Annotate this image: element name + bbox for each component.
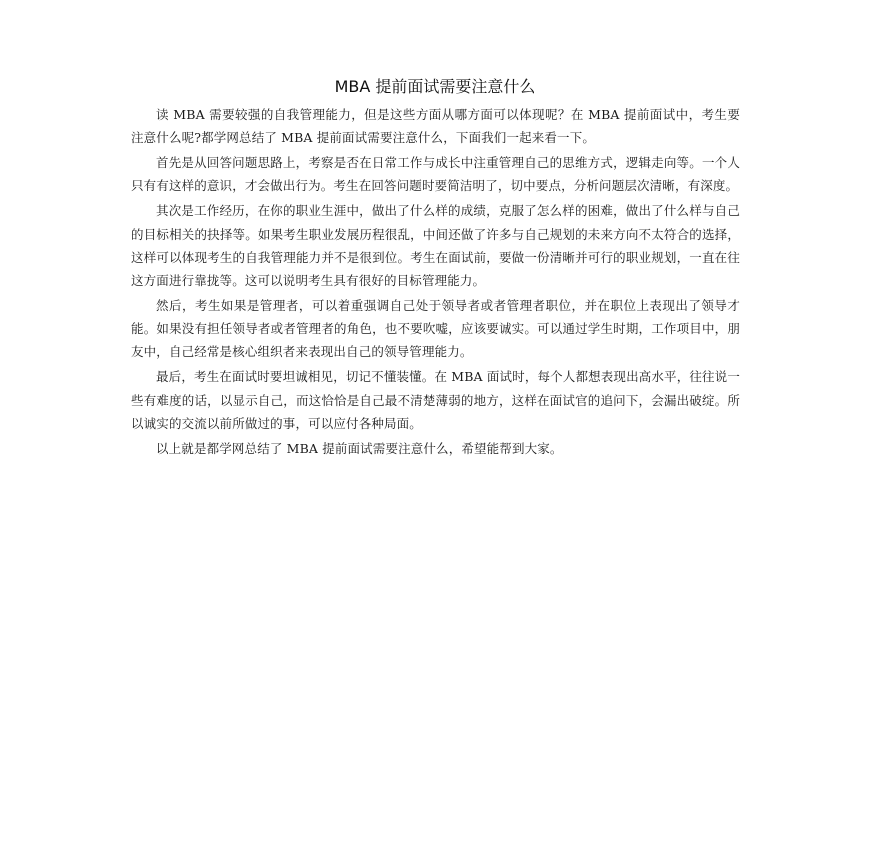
paragraph-intro: 读 MBA 需要较强的自我管理能力，但是这些方面从哪方面可以体现呢？在 MBA 提前面试中，考生要注意什么呢?都学网总结了 MBA 提前面试需要注意什么，下面我们一起来看一下。 — [131, 107, 740, 146]
paragraph-conclusion: 以上就是都学网总结了 MBA 提前面试需要注意什么，希望能帮到大家。 — [156, 440, 563, 456]
document-body — [131, 103, 740, 462]
document-title: MBA 提前面试需要注意什么 — [334, 77, 536, 96]
paragraph-work-experience: 其次是工作经历，在你的职业生涯中，做出了什么样的成绩，克服了怎么样的困难，做出了什么样与自己的目标相关的抉择等。如果考生职业发展历程很乱，中间还做了许多与自己规划的未来方向不太符合的选择，这样可以体现考生的自我管理能力并不是很到位。考生在面试前，要做一份清晰并可行的职业规划，一直在往这方面进行靠拢等。这可以说明考生具有很好的目标管理能力。 — [131, 203, 740, 289]
paragraph-honesty: 最后，考生在面试时要坦诚相见，切记不懂装懂。在 MBA 面试时，每个人都想表现出高水平，往往说一些有难度的话，以显示自己，而这恰恰是自己最不清楚薄弱的地方，这样在面试官的追问下，会漏出破绽。所以诚实的交流以前所做过的事，可以应付各种局面。 — [131, 369, 740, 431]
paragraph-leadership: 然后，考生如果是管理者，可以着重强调自己处于领导者或者管理者职位，并在职位上表现出了领导才能。如果没有担任领导者或者管理者的角色，也不要吹嘘，应该要诚实。可以通过学生时期，工作项目中，朋友中，自己经常是核心组织者来表现出自己的领导管理能力。 — [131, 298, 740, 360]
paragraph-thinking: 首先是从回答问题思路上，考察是否在日常工作与成长中注重管理自己的思维方式，逻辑走向等。一个人只有有这样的意识，才会做出行为。考生在回答问题时要简洁明了，切中要点，分析问题层次清晰，有深度。 — [131, 155, 740, 194]
